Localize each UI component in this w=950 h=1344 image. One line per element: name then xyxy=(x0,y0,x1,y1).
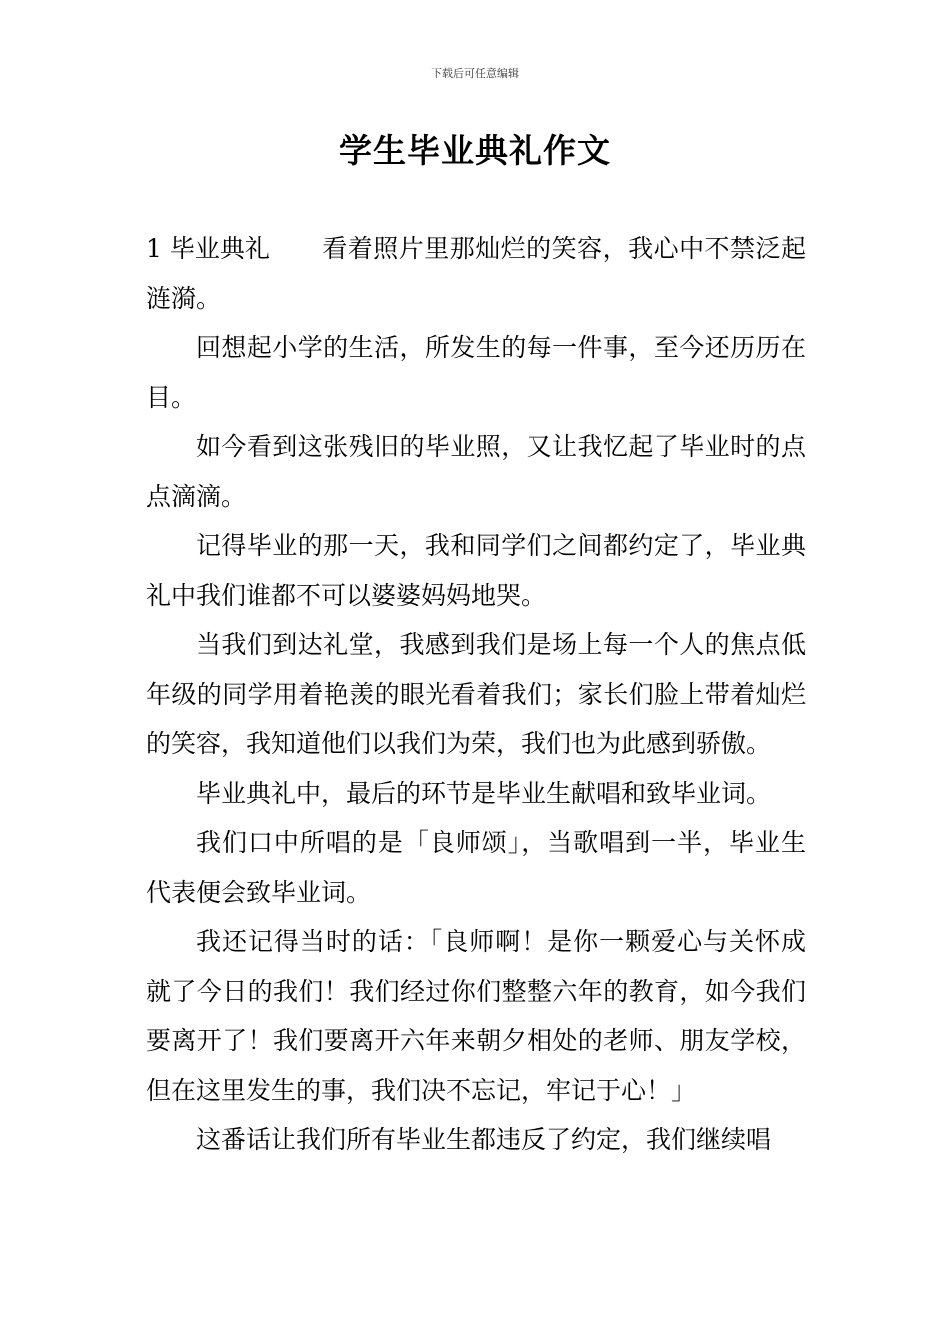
paragraph-9: 这番话让我们所有毕业生都违反了约定，我们继续唱 xyxy=(196,1125,772,1154)
paragraph-5: 当我们到达礼堂，我感到我们是场上每一个人的焦点低年级的同学用着艳羡的眼光看着我们；家长们脸上带着灿烂的笑容，我知道他们以我们为荣，我们也为此感到骄傲。 xyxy=(146,630,806,758)
paragraph-1-text: 看着照片里那灿烂的笑容，我心中不禁泛起涟漪。 xyxy=(146,234,806,313)
paragraph-1 xyxy=(146,224,806,323)
paragraph-3: 如今看到这张残旧的毕业照，又让我忆起了毕业时的点点滴滴。 xyxy=(146,432,806,511)
document-body xyxy=(146,224,806,1165)
document-title: 学生毕业典礼作文 xyxy=(339,131,611,170)
paragraph-2: 回想起小学的生活，所发生的每一件事，至今还历历在目。 xyxy=(146,333,806,412)
paragraph-6: 毕业典礼中，最后的环节是毕业生献唱和致毕业词。 xyxy=(196,778,772,808)
paragraph-4: 记得毕业的那一天，我和同学们之间都约定了，毕业典礼中我们谁都不可以婆婆妈妈地哭。 xyxy=(146,531,806,610)
header-note: 下载后可任意编辑 xyxy=(431,67,519,80)
paragraph-7: 我们口中所唱的是「良师颂」，当歌唱到一半，毕业生代表便会致毕业词。 xyxy=(146,828,806,907)
paragraph-8: 我还记得当时的话：「良师啊！是你一颗爱心与关怀成就了今日的我们！我们经过你们整整六年的教育，如今我们要离开了！我们要离开六年来朝夕相处的老师、朋友学校，但在这里发生的事，我们决不忘记，牢记于心！」 xyxy=(146,927,806,1105)
section-lead: 1 毕业典礼 xyxy=(146,234,270,263)
